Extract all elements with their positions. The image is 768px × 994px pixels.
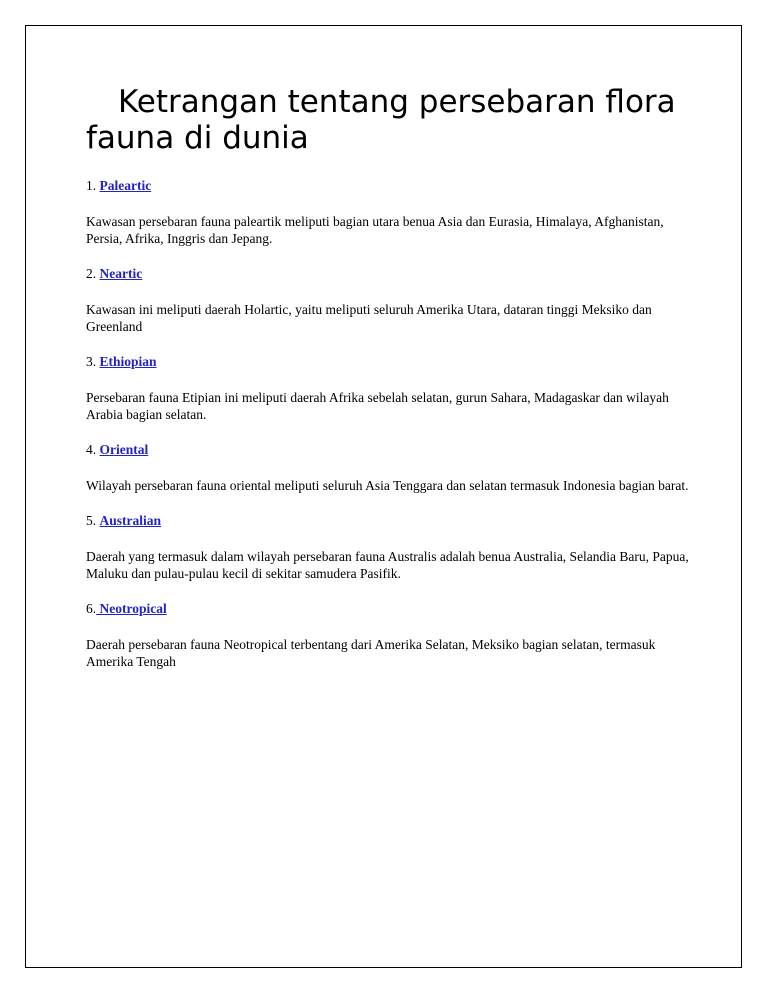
- section-text-neotropical: Daerah persebaran fauna Neotropical terbentang dari Amerika Selatan, Meksiko bagian selatan, termasuk Amerika Tengah: [86, 637, 656, 669]
- section-text-neartic: Kawasan ini meliputi daerah Holartic, yaitu meliputi seluruh Amerika Utara, dataran tinggi Meksiko dan Greenland: [86, 302, 652, 334]
- document-title: Ketrangan tentang persebaran flora fauna di dunia: [86, 84, 676, 156]
- link-paleartic[interactable]: Paleartic: [99, 178, 152, 193]
- section-heading-australian: [86, 512, 696, 529]
- section-number: 6.: [86, 601, 97, 616]
- section-heading-paleartic: [86, 177, 696, 194]
- section-number: 4.: [86, 442, 97, 457]
- link-neartic[interactable]: Neartic: [99, 266, 143, 281]
- link-australian[interactable]: Australian: [99, 513, 162, 528]
- section-heading-oriental: [86, 441, 696, 458]
- link-ethiopian[interactable]: Ethiopian: [99, 354, 157, 369]
- section-text-ethiopian: Persebaran fauna Etipian ini meliputi daerah Afrika sebelah selatan, gurun Sahara, Madagaskar dan wilayah Arabia bagian selatan.: [86, 390, 669, 422]
- document-content: [86, 84, 696, 670]
- section-heading-ethiopian: [86, 353, 696, 370]
- link-neotropical[interactable]: Neotropical: [96, 601, 167, 616]
- section-number: 2.: [86, 266, 97, 281]
- section-text-paleartic: Kawasan persebaran fauna paleartik meliputi bagian utara benua Asia dan Eurasia, Himalaya, Afghanistan, Persia, Afrika, Inggris dan Jepang.: [86, 214, 664, 246]
- section-number: 3.: [86, 354, 97, 369]
- document-page: [25, 25, 742, 968]
- link-oriental[interactable]: Oriental: [99, 442, 149, 457]
- section-text-australian: Daerah yang termasuk dalam wilayah persebaran fauna Australis adalah benua Australia, Selandia Baru, Papua, Maluku dan pulau-pulau kecil di sekitar samudera Pasifik.: [86, 549, 689, 581]
- section-text-oriental: Wilayah persebaran fauna oriental meliputi seluruh Asia Tenggara dan selatan termasuk Indonesia bagian barat.: [86, 478, 689, 493]
- section-number: 1.: [86, 178, 97, 193]
- section-heading-neotropical: [86, 600, 696, 617]
- section-number: 5.: [86, 513, 97, 528]
- section-heading-neartic: [86, 265, 696, 282]
